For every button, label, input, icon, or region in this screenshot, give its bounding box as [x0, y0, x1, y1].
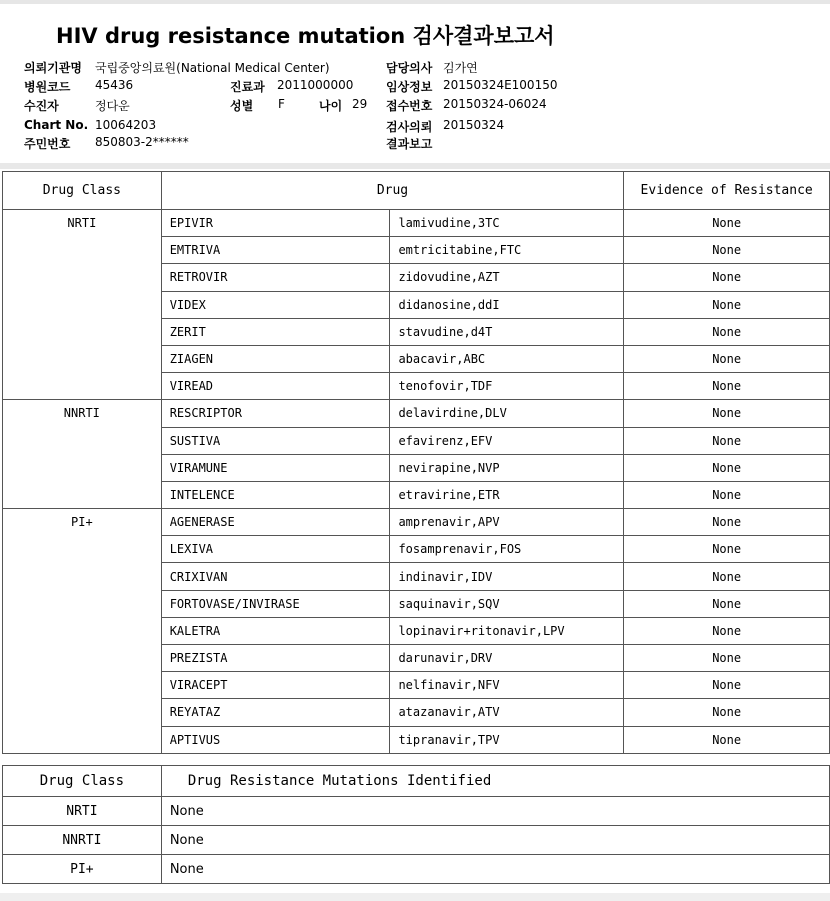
brand-name-cell: VIDEX	[161, 291, 390, 318]
chart-no-value: 10064203	[95, 118, 157, 132]
brand-name-cell: VIREAD	[161, 373, 390, 400]
brand-name-cell: KALETRA	[161, 617, 390, 644]
hospital-code-label: 병원코드	[24, 80, 71, 94]
generic-name-cell: etravirine,ETR	[390, 481, 624, 508]
attending-label: 담당의사	[386, 61, 433, 75]
evidence-cell: None	[624, 210, 830, 237]
brand-name-cell: REYATAZ	[161, 699, 390, 726]
age-label: 나이	[319, 99, 343, 113]
department-label: 진료과	[230, 80, 265, 94]
section-separator	[0, 163, 830, 169]
drug-table-header-row	[3, 172, 830, 210]
brand-name-cell: PREZISTA	[161, 645, 390, 672]
brand-name-cell: INTELENCE	[161, 481, 390, 508]
generic-name-cell: indinavir,IDV	[390, 563, 624, 590]
evidence-cell: None	[624, 536, 830, 563]
header-evidence: Evidence of Resistance	[624, 172, 830, 210]
mutation-table-header-row	[3, 766, 830, 797]
receipt-label: 접수번호	[386, 99, 433, 113]
evidence-cell: None	[624, 481, 830, 508]
drug-class-cell: PI+	[3, 509, 162, 754]
patient-label: 수진자	[24, 99, 59, 113]
drug-class-cell: NRTI	[3, 210, 162, 400]
mutation-table-body	[3, 797, 830, 884]
report-title: HIV drug resistance mutation 검사결과보고서	[56, 24, 555, 48]
drug-table-body	[3, 210, 830, 754]
result-label: 결과보고	[386, 137, 433, 151]
generic-name-cell: abacavir,ABC	[390, 345, 624, 372]
brand-name-cell: LEXIVA	[161, 536, 390, 563]
generic-name-cell: delavirdine,DLV	[390, 400, 624, 427]
brand-name-cell: ZIAGEN	[161, 345, 390, 372]
institution-label: 의뢰기관명	[24, 61, 82, 75]
header-drug: Drug	[161, 172, 624, 210]
table-row	[3, 509, 830, 536]
age-value: 29	[352, 97, 368, 111]
mutation-class-cell: NRTI	[3, 797, 162, 826]
evidence-cell: None	[624, 699, 830, 726]
request-value: 20150324	[443, 118, 505, 132]
evidence-cell: None	[624, 590, 830, 617]
brand-name-cell: VIRAMUNE	[161, 454, 390, 481]
patient-value: 정다운	[95, 99, 130, 113]
header-drug-class: Drug Class	[3, 172, 162, 210]
generic-name-cell: saquinavir,SQV	[390, 590, 624, 617]
table-row	[3, 826, 830, 855]
generic-name-cell: tenofovir,TDF	[390, 373, 624, 400]
generic-name-cell: darunavir,DRV	[390, 645, 624, 672]
evidence-cell: None	[624, 726, 830, 753]
generic-name-cell: amprenavir,APV	[390, 509, 624, 536]
table-row	[3, 400, 830, 427]
sex-value: F	[278, 97, 285, 111]
bottom-edge	[0, 893, 830, 901]
institution-value: 국립중앙의료원(National Medical Center)	[95, 61, 330, 75]
evidence-cell: None	[624, 509, 830, 536]
generic-name-cell: nelfinavir,NFV	[390, 672, 624, 699]
table-row	[3, 797, 830, 826]
sex-label: 성별	[230, 99, 254, 113]
evidence-cell: None	[624, 318, 830, 345]
mutation-result-cell: None	[161, 826, 829, 855]
top-edge	[0, 0, 830, 4]
generic-name-cell: fosamprenavir,FOS	[390, 536, 624, 563]
drug-resistance-table	[2, 171, 830, 754]
evidence-cell: None	[624, 427, 830, 454]
drug-class-cell: NNRTI	[3, 400, 162, 509]
generic-name-cell: tipranavir,TPV	[390, 726, 624, 753]
brand-name-cell: EPIVIR	[161, 210, 390, 237]
brand-name-cell: EMTRIVA	[161, 237, 390, 264]
evidence-cell: None	[624, 264, 830, 291]
generic-name-cell: atazanavir,ATV	[390, 699, 624, 726]
chart-no-label: Chart No.	[24, 118, 89, 132]
hospital-code-value: 45436	[95, 78, 134, 92]
evidence-cell: None	[624, 373, 830, 400]
brand-name-cell: CRIXIVAN	[161, 563, 390, 590]
evidence-cell: None	[624, 617, 830, 644]
mutation-result-cell: None	[161, 797, 829, 826]
attending-value: 김가연	[443, 61, 478, 75]
generic-name-cell: nevirapine,NVP	[390, 454, 624, 481]
evidence-cell: None	[624, 454, 830, 481]
evidence-cell: None	[624, 400, 830, 427]
brand-name-cell: APTIVUS	[161, 726, 390, 753]
brand-name-cell: ZERIT	[161, 318, 390, 345]
table-row	[3, 855, 830, 884]
mutation-class-cell: NNRTI	[3, 826, 162, 855]
receipt-value: 20150324-06024	[443, 97, 547, 111]
evidence-cell: None	[624, 645, 830, 672]
rrn-label: 주민번호	[24, 137, 71, 151]
brand-name-cell: FORTOVASE/INVIRASE	[161, 590, 390, 617]
generic-name-cell: lamivudine,3TC	[390, 210, 624, 237]
clinical-info-value: 20150324E100150	[443, 78, 558, 92]
evidence-cell: None	[624, 672, 830, 699]
generic-name-cell: efavirenz,EFV	[390, 427, 624, 454]
brand-name-cell: SUSTIVA	[161, 427, 390, 454]
generic-name-cell: lopinavir+ritonavir,LPV	[390, 617, 624, 644]
generic-name-cell: didanosine,ddI	[390, 291, 624, 318]
mutation-class-cell: PI+	[3, 855, 162, 884]
brand-name-cell: RETROVIR	[161, 264, 390, 291]
table-row	[3, 210, 830, 237]
evidence-cell: None	[624, 345, 830, 372]
mutation-header-class: Drug Class	[3, 766, 162, 797]
rrn-value: 850803-2******	[95, 135, 189, 149]
evidence-cell: None	[624, 291, 830, 318]
brand-name-cell: RESCRIPTOR	[161, 400, 390, 427]
mutation-header-identified: Drug Resistance Mutations Identified	[161, 766, 829, 797]
brand-name-cell: AGENERASE	[161, 509, 390, 536]
evidence-cell: None	[624, 563, 830, 590]
request-label: 검사의뢰	[386, 120, 433, 134]
generic-name-cell: emtricitabine,FTC	[390, 237, 624, 264]
generic-name-cell: zidovudine,AZT	[390, 264, 624, 291]
department-value: 2011000000	[277, 78, 354, 92]
brand-name-cell: VIRACEPT	[161, 672, 390, 699]
mutation-table	[2, 765, 830, 884]
mutation-result-cell: None	[161, 855, 829, 884]
evidence-cell: None	[624, 237, 830, 264]
clinical-info-label: 임상정보	[386, 80, 433, 94]
generic-name-cell: stavudine,d4T	[390, 318, 624, 345]
